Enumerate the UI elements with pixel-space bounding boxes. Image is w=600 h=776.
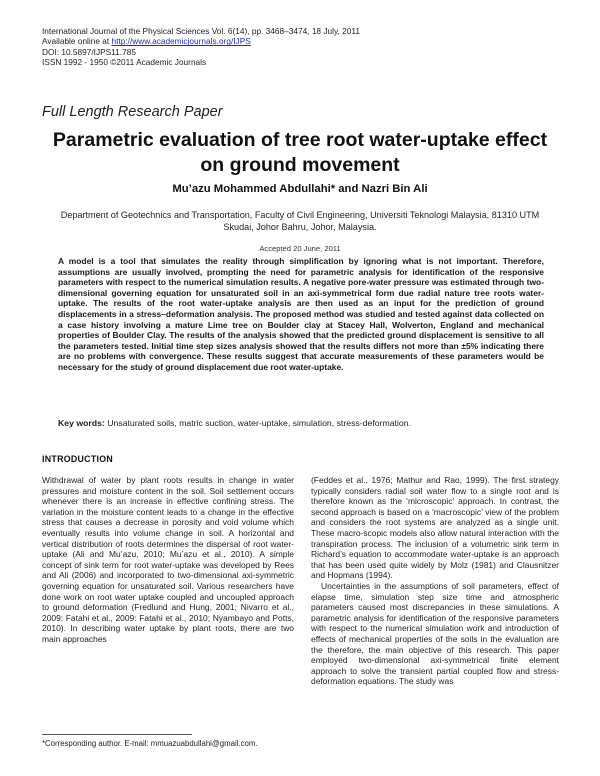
journal-header (42, 26, 562, 67)
paper-type-label: Full Length Research Paper (42, 104, 223, 120)
intro-paragraph-3: Uncertainties in the assumptions of soil parameters, effect of elapse time, simulation step size time and atmospheric parameters caused most discrepancies in these simulations. A parametric analysis for identification of the responsive parameters with respect to the numerical simulation work and introduction of effects of mechanical properties of the soils in the evaluation are the therefore, the main objective of this research. This paper employed two-dimensional axi-symmetrical finite element approach to solve the transient partial coupled flow and stress-deformation equations. The study was (311, 580, 559, 687)
intro-paragraph-1: Withdrawal of water by plant roots results in change in water pressures and moisture content in the soil. Soil settlement occurs whenever there is an increase in effective confining stress. The variation in the moisture content leads to a change in the effective stress that causes a decrease in porosity and void volume which eventually results into volume change in soil. A horizontal and vertical distribution of roots determines the dispersal of root water-uptake (Ali and Mu’azu, 2010; Mu’azu et al., 2010). A simple concept of sink term for root water-uptake was developed by Rees and Ali (2006) and incorporated to two-dimensional axi-symmetric governing equation for unsaturated soil. Various researchers have done work on root water uptake coupled and uncoupled approach to ground deformation (Fredlund and Hung, 2001; Nivarro et al., 2009: Fatahi et al., 2009: Fatahi et al., 2010; Nyambayo and Potts, 2010). In describing water uptake by plant roots, there are two main approaches (42, 475, 294, 644)
introduction-heading: INTRODUCTION (42, 454, 114, 464)
intro-paragraph-2: (Feddes et al., 1976; Mathur and Rao, 1999). The first strategy typically considers radial soil water flow to a single root and is therefore known as the ‘microscopic’ approach. In contrast, the second approach is based on a ‘macroscopic’ view of the problem and considers the root systems are analyzed as a single unit. These macro-scopic models also allow natural interaction with the transpiration process. The inclusion of a volumetric sink term in Richard’s equation to accommodate water-uptake is an approach that has been used quite widely by Molz (1981) and Clausnitzer and Hopmans (1994). (311, 475, 559, 581)
keywords-text: Unsaturated soils, matric suction, water-uptake, simulation, stress-deformation. (104, 418, 411, 428)
issn-line: ISSN 1992 - 1950 ©2011 Academic Journals (42, 56, 207, 67)
keywords-label: Key words: (58, 418, 105, 428)
journal-url-link[interactable]: http://www.academicjournals.org/IJPS (111, 36, 251, 47)
journal-citation: International Journal of the Physical Sciences Vol. 6(14), pp. 3468–3474, 18 July, 2011 (42, 26, 360, 36)
corresponding-author-footnote: *Corresponding author. E-mail: mmuazuabdullahi@gmail.com. (42, 739, 258, 748)
left-column (42, 475, 294, 645)
right-column (311, 475, 559, 687)
footnote-divider (42, 734, 192, 735)
doi-line: DOI: 10.5897/IJPS11.785 (42, 46, 136, 57)
keywords (58, 418, 548, 428)
paper-title: Parametric evaluation of tree root water-uptake effect on ground movement (52, 129, 548, 176)
author-affiliation: Department of Geotechnics and Transportation, Faculty of Civil Engineering, Universiti Teknologi Malaysia, 81310 UTM Skudai, Johor Bahru, Johor, Malaysia. (60, 210, 540, 232)
available-prefix: Available online at (42, 36, 112, 47)
accepted-date: Accepted 20 June, 2011 (259, 244, 341, 253)
abstract: A model is a tool that simulates the reality through simplification by ignoring what is not important. Therefore, assumptions are usually involved, prompting the need for parametric analysis for identification of the responsive parameters with respect to the numerical simulation results. A negative pore-water pressure was estimated through two-dimensional governing equation for unsaturated soil in an axi-symmetrical form due radial nature tree roots water-uptake. The results of the root water-uptake analysis are then used as an input for the prediction of ground displacements in a stress–deformation analysis. The proposed method was studied and tested against data collected on a case history involving a mature Lime tree on Boulder clay at Stacey Hall, Wolverton, England and mechanical properties of Boulder Clay. The results of the analysis showed that the predicted ground displacement is sensitive to all the parameters tested. Initial time step sizes analysis showed that the results differs not more than ±5% indicating there are no problems with convergence. These results suggest that accurate measurements of these parameters would be necessary for the study of ground displacement due root water-uptake. (58, 256, 544, 372)
availability-line (42, 36, 562, 46)
author-list: Mu’azu Mohammed Abdullahi* and Nazri Bin Ali (172, 183, 428, 195)
